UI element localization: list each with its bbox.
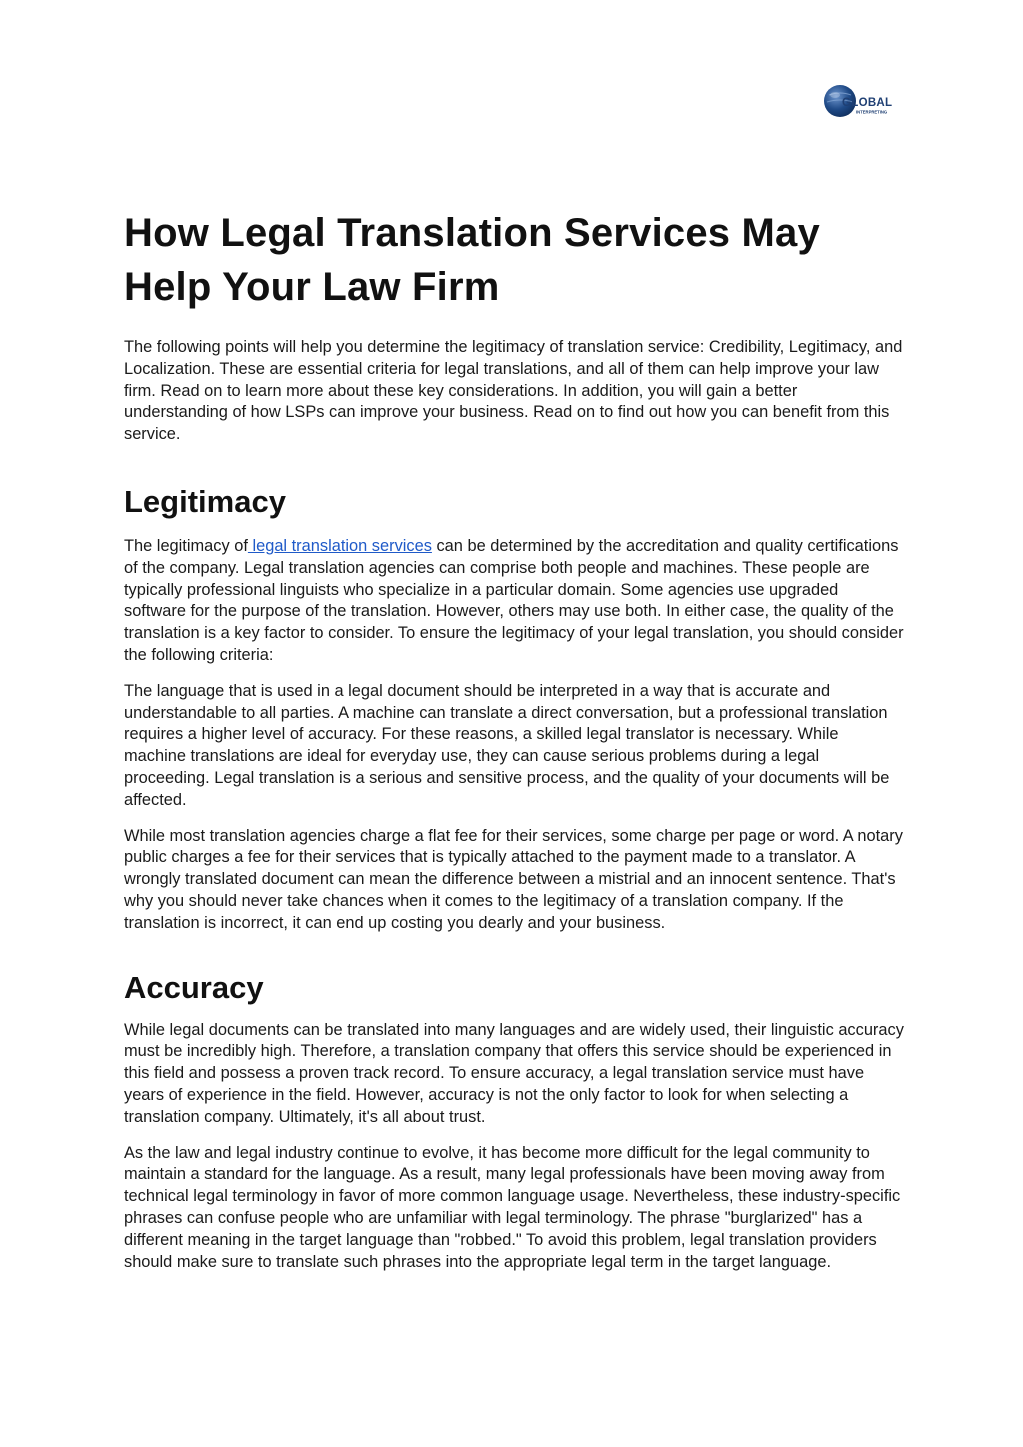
- intro-paragraph: The following points will help you determine the legitimacy of translation service: Credibility, Legitimacy, and Localization. These are essential criteria for legal translations, and all of them can help improve your law firm. Read on to learn more about these key considerations. In addition, you will gain a better understanding of how LSPs can improve your business. Read on to find out how you can benefit from this service.: [124, 338, 903, 444]
- legitimacy-p1-rest: can be determined by the accreditation and quality certifications of the company. Legal translation agencies can comprise both people and machines. These people are typically professional linguists who specialize in a particular domain. Some agencies use upgraded software for the purpose of the translation. However, others may use both. In either case, the quality of the translation is a key factor to consider. To ensure the legitimacy of your legal translation, you should consider the following criteria:: [124, 536, 904, 664]
- legitimacy-paragraph-1: [124, 536, 904, 667]
- legitimacy-paragraph-3: While most translation agencies charge a flat fee for their services, some charge per page or word. A notary public charges a fee for their services that is typically attached to the payment made to a translator. A wrongly translated document can mean the difference between a mistrial and an innocent sentence. That's why you should never take chances when it comes to the legitimacy of a translation company. If the translation is incorrect, it can end up costing you dearly and your business.: [124, 826, 903, 932]
- section-heading-legitimacy: Legitimacy: [124, 483, 286, 519]
- article-title: How Legal Translation Services May Help Your Law Firm: [124, 211, 820, 309]
- legitimacy-paragraph-2: The language that is used in a legal document should be interpreted in a way that is accurate and understandable to all parties. A machine can translate a direct conversation, but a professional translation requires a higher level of accuracy. For these reasons, a skilled legal translator is necessary. While machine translations are ideal for everyday use, they can cause serious problems during a legal proceeding. Legal translation is a serious and sensitive process, and the quality of your documents will be affected.: [124, 681, 890, 809]
- svg-text:INTERPRETING: INTERPRETING: [856, 109, 888, 115]
- accuracy-paragraph-2: As the law and legal industry continue to evolve, it has become more difficult for the legal community to maintain a standard for the language. As a result, many legal professionals have been moving away from technical legal terminology in favor of more common language usage. Nevertheless, these industry-specific phrases can confuse people who are unfamiliar with legal terminology. The phrase "burglarized" has a different meaning in the target language than "robbed." To avoid this problem, legal translation providers should make sure to translate such phrases into the appropriate legal term in the target language.: [124, 1143, 901, 1271]
- legitimacy-p1-lead: The legitimacy of: [124, 536, 248, 555]
- section-heading-accuracy: Accuracy: [124, 969, 264, 1005]
- legal-translation-services-link[interactable]: legal translation services: [247, 536, 432, 555]
- accuracy-paragraph-1: While legal documents can be translated into many languages and are widely used, their linguistic accuracy must be incredibly high. Therefore, a translation company that offers this service should be experienced in this field and possess a proven track record. To ensure accuracy, a legal translation service must have years of experience in the field. However, accuracy is not the only factor to look for when selecting a translation company. Ultimately, it's all about trust.: [124, 1020, 904, 1126]
- globe-icon: [823, 84, 901, 120]
- svg-text:GLOBAL: GLOBAL: [842, 97, 893, 109]
- global-interpreting-logo: [823, 84, 901, 120]
- article: [124, 206, 904, 1273]
